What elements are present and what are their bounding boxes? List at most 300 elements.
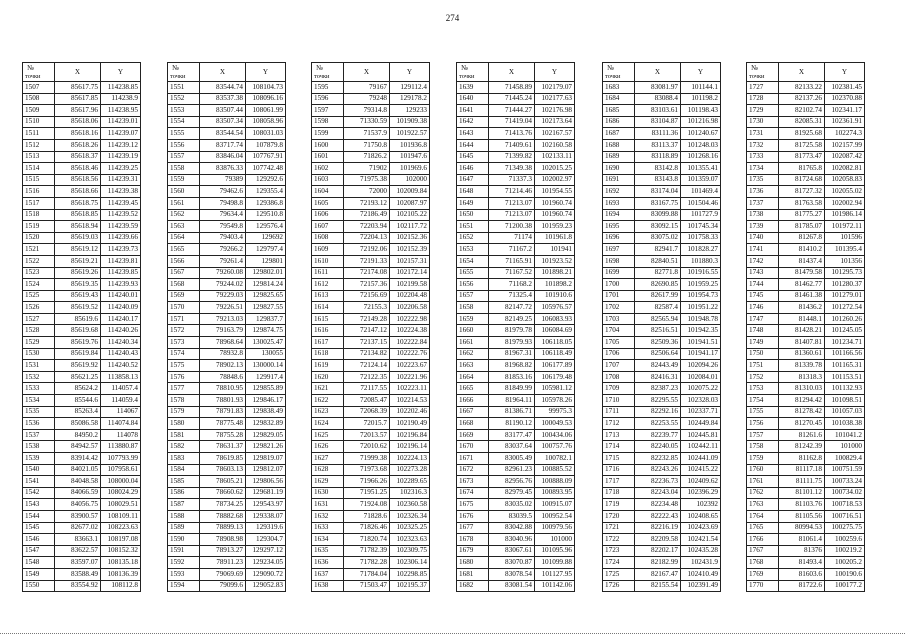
x-coordinate-cell: 72157.36 <box>344 279 390 291</box>
y-coordinate-cell: 114239.85 <box>101 267 141 279</box>
x-coordinate-cell: 81428.21 <box>779 325 825 337</box>
table-row <box>747 325 865 337</box>
table-row <box>168 82 286 94</box>
point-number-cell: 1759 <box>747 453 779 465</box>
y-coordinate-cell: 101923.52 <box>535 255 575 267</box>
table-row <box>747 279 865 291</box>
y-coordinate-cell: 102157.31 <box>390 255 430 267</box>
table-row <box>23 545 141 557</box>
y-coordinate-cell: 101969.6 <box>390 163 430 175</box>
y-coordinate-cell: 100275.75 <box>825 522 865 534</box>
table-row <box>168 371 286 383</box>
y-coordinate-cell: 114239.07 <box>101 128 141 140</box>
y-coordinate-cell: 102002.97 <box>535 174 575 186</box>
table-row <box>312 279 430 291</box>
y-coordinate-cell: 101099.88 <box>535 557 575 569</box>
x-coordinate-cell: 85619.76 <box>55 337 101 349</box>
y-coordinate-cell: 101248.03 <box>681 139 721 151</box>
table-row <box>457 244 575 256</box>
point-number-cell: 1583 <box>168 453 200 465</box>
table-row <box>23 580 141 592</box>
point-number-cell: 1725 <box>603 568 635 580</box>
y-coordinate-cell: 102441.09 <box>681 453 721 465</box>
y-coordinate-cell: 102222.98 <box>390 313 430 325</box>
y-coordinate-cell: 102206.58 <box>390 302 430 314</box>
x-coordinate-cell: 83900.57 <box>55 510 101 522</box>
y-coordinate-cell: 129814.24 <box>246 279 286 291</box>
x-coordinate-cell: 78899.13 <box>200 522 246 534</box>
x-coordinate-cell: 81261.6 <box>779 429 825 441</box>
point-number-cell: 1586 <box>168 487 200 499</box>
x-coordinate-cell: 82956.76 <box>489 476 535 488</box>
point-number-cell: 1686 <box>603 116 635 128</box>
x-coordinate-cell: 79462.6 <box>200 186 246 198</box>
y-coordinate-cell: 101880.3 <box>681 255 721 267</box>
x-coordinate-cell: 85618.75 <box>55 197 101 209</box>
y-coordinate-cell: 100718.53 <box>825 499 865 511</box>
point-number-cell: 1698 <box>603 255 635 267</box>
x-coordinate-cell: 83663.1 <box>55 534 101 546</box>
table-row <box>23 487 141 499</box>
x-coordinate-cell: 71413.76 <box>489 128 535 140</box>
point-number-cell: 1582 <box>168 441 200 453</box>
y-coordinate-cell: 101745.34 <box>681 221 721 233</box>
point-number-cell: 1590 <box>168 534 200 546</box>
x-coordinate-cell: 71902 <box>344 163 390 175</box>
x-coordinate-cell: 85619.92 <box>55 360 101 372</box>
point-number-cell: 1742 <box>747 255 779 267</box>
table-row <box>168 186 286 198</box>
table-row <box>168 348 286 360</box>
point-number-cell: 1657 <box>457 290 489 302</box>
y-coordinate-cell: 114239.93 <box>101 279 141 291</box>
table-row <box>747 163 865 175</box>
point-number-cell: 1674 <box>457 487 489 499</box>
point-number-header: № <box>603 63 635 74</box>
point-number-cell: 1727 <box>747 82 779 94</box>
y-coordinate-cell: 101095.96 <box>535 545 575 557</box>
point-number-cell: 1644 <box>457 139 489 151</box>
y-coordinate-cell: 102423.69 <box>681 522 721 534</box>
y-coordinate-cell: 130025.47 <box>246 337 286 349</box>
x-coordinate-cell: 83005.49 <box>489 453 535 465</box>
x-coordinate-cell: 83507.44 <box>200 105 246 117</box>
x-coordinate-cell: 81785.07 <box>779 221 825 233</box>
x-coordinate-cell: 85619.26 <box>55 267 101 279</box>
y-coordinate-cell: 114239.19 <box>101 151 141 163</box>
point-number-cell: 1694 <box>603 209 635 221</box>
y-coordinate-cell: 106179.48 <box>535 371 575 383</box>
table-row <box>457 545 575 557</box>
table-row <box>603 105 721 117</box>
point-number-cell: 1653 <box>457 244 489 256</box>
y-header: Y <box>535 63 575 82</box>
y-coordinate-cell: 108096.16 <box>246 93 286 105</box>
x-coordinate-cell: 78848.6 <box>200 371 246 383</box>
y-coordinate-cell: 100177.2 <box>825 580 865 592</box>
point-number-cell: 1633 <box>312 522 344 534</box>
x-coordinate-cell: 82222.43 <box>635 510 681 522</box>
table-row <box>312 487 430 499</box>
table-row <box>312 244 430 256</box>
point-number-cell: 1660 <box>457 325 489 337</box>
point-number-cell: 1717 <box>603 476 635 488</box>
table-row <box>747 371 865 383</box>
y-coordinate-cell: 129812.07 <box>246 464 286 476</box>
table-row <box>457 580 575 592</box>
x-coordinate-cell: 82416.31 <box>635 371 681 383</box>
table-row <box>312 290 430 302</box>
table-row <box>747 151 865 163</box>
table-row <box>168 568 286 580</box>
y-coordinate-cell: 108058.96 <box>246 116 286 128</box>
point-number-cell: 1654 <box>457 255 489 267</box>
table-row <box>603 429 721 441</box>
point-number-cell: 1545 <box>23 522 55 534</box>
y-coordinate-cell: 129178.2 <box>390 93 430 105</box>
x-coordinate-cell: 71330.59 <box>344 116 390 128</box>
table-row <box>23 116 141 128</box>
x-coordinate-cell: 83099.88 <box>635 209 681 221</box>
x-coordinate-cell: 83037.64 <box>489 441 535 453</box>
y-coordinate-cell: 102370.88 <box>825 93 865 105</box>
table-row <box>457 82 575 94</box>
x-coordinate-cell: 81968.82 <box>489 360 535 372</box>
y-coordinate-cell: 101910.6 <box>535 290 575 302</box>
y-header: Y <box>390 63 430 82</box>
x-coordinate-cell: 72117.55 <box>344 383 390 395</box>
point-number-cell: 1515 <box>23 174 55 186</box>
y-coordinate-cell: 100190.6 <box>825 568 865 580</box>
y-coordinate-cell: 108223.63 <box>101 522 141 534</box>
table-row <box>747 290 865 302</box>
y-coordinate-cell: 129338.07 <box>246 510 286 522</box>
x-coordinate-cell: 79634.4 <box>200 209 246 221</box>
table-row <box>168 429 286 441</box>
table-row <box>747 383 865 395</box>
point-number-cell: 1690 <box>603 163 635 175</box>
x-coordinate-cell: 72013.57 <box>344 429 390 441</box>
x-coordinate-cell: 79266.2 <box>200 244 246 256</box>
point-number-cell: 1757 <box>747 429 779 441</box>
point-number-cell: 1753 <box>747 383 779 395</box>
x-coordinate-cell: 81103.76 <box>779 499 825 511</box>
table-row <box>603 82 721 94</box>
y-coordinate-cell: 114239.81 <box>101 255 141 267</box>
y-header: Y <box>681 63 721 82</box>
x-coordinate-cell: 84942.57 <box>55 441 101 453</box>
x-coordinate-cell: 85619.52 <box>55 302 101 314</box>
table-row <box>312 186 430 198</box>
table-row <box>603 557 721 569</box>
point-number-cell: 1612 <box>312 279 344 291</box>
point-number-cell: 1570 <box>168 302 200 314</box>
x-coordinate-cell: 81407.81 <box>779 337 825 349</box>
point-number-cell: 1546 <box>23 534 55 546</box>
y-coordinate-cell: 101144.1 <box>681 82 721 94</box>
point-number-cell: 1608 <box>312 232 344 244</box>
y-coordinate-cell: 129806.56 <box>246 476 286 488</box>
x-coordinate-cell: 78902.13 <box>200 360 246 372</box>
x-coordinate-cell: 81849.99 <box>489 383 535 395</box>
point-number-cell: 1700 <box>603 279 635 291</box>
point-number-cell: 1747 <box>747 313 779 325</box>
point-number-cell: 1623 <box>312 406 344 418</box>
table-row <box>312 163 430 175</box>
y-coordinate-cell: 114239.38 <box>101 186 141 198</box>
x-coordinate-cell: 82102.74 <box>779 105 825 117</box>
y-coordinate-cell: 102298.85 <box>390 568 430 580</box>
point-number-cell: 1659 <box>457 313 489 325</box>
table-row <box>457 186 575 198</box>
y-coordinate-cell: 129543.97 <box>246 499 286 511</box>
table-row <box>457 360 575 372</box>
point-number-cell: 1697 <box>603 244 635 256</box>
table-row <box>312 360 430 372</box>
point-number-cell: 1679 <box>457 545 489 557</box>
x-coordinate-cell: 84950.2 <box>55 429 101 441</box>
x-coordinate-cell: 81763.58 <box>779 197 825 209</box>
table-row <box>312 418 430 430</box>
table-row <box>457 302 575 314</box>
table-row <box>23 568 141 580</box>
table-row <box>168 197 286 209</box>
y-coordinate-cell: 101057.03 <box>825 406 865 418</box>
y-coordinate-cell: 101356 <box>825 255 865 267</box>
x-coordinate-cell: 83143.8 <box>635 174 681 186</box>
table-row <box>168 337 286 349</box>
y-coordinate-cell: 114240.34 <box>101 337 141 349</box>
table-row <box>23 128 141 140</box>
x-coordinate-cell: 81724.68 <box>779 174 825 186</box>
table-row <box>603 232 721 244</box>
table-row <box>747 348 865 360</box>
x-coordinate-cell: 83554.92 <box>55 580 101 592</box>
y-coordinate-cell: 101898.21 <box>535 267 575 279</box>
x-coordinate-cell: 85618.94 <box>55 221 101 233</box>
point-number-cell: 1613 <box>312 290 344 302</box>
table-row <box>168 476 286 488</box>
y-coordinate-cell: 102381.45 <box>825 82 865 94</box>
x-coordinate-cell: 79549.8 <box>200 221 246 233</box>
point-number-cell: 1710 <box>603 395 635 407</box>
x-coordinate-cell: 85263.4 <box>55 406 101 418</box>
point-number-cell: 1629 <box>312 476 344 488</box>
x-coordinate-cell: 72122.35 <box>344 371 390 383</box>
table-row <box>603 383 721 395</box>
table-row <box>23 476 141 488</box>
table-row <box>603 580 721 592</box>
table-row <box>603 209 721 221</box>
table-row <box>603 151 721 163</box>
table-row <box>603 418 721 430</box>
table-row <box>168 418 286 430</box>
point-number-cell: 1681 <box>457 568 489 580</box>
table-row <box>603 348 721 360</box>
table-row <box>168 580 286 592</box>
y-coordinate-cell: 101909.38 <box>390 116 430 128</box>
y-coordinate-cell: 101941.51 <box>681 337 721 349</box>
y-coordinate-cell: 114240.43 <box>101 348 141 360</box>
y-coordinate-cell: 130055 <box>246 348 286 360</box>
x-coordinate-cell: 82167.47 <box>635 568 681 580</box>
table-row <box>603 116 721 128</box>
x-coordinate-cell: 71214.46 <box>489 186 535 198</box>
table-row <box>312 128 430 140</box>
x-coordinate-cell: 71337.3 <box>489 174 535 186</box>
table-row <box>603 499 721 511</box>
x-coordinate-cell: 71828.6 <box>344 510 390 522</box>
point-number-cell: 1509 <box>23 105 55 117</box>
y-coordinate-cell: 129874.75 <box>246 325 286 337</box>
y-coordinate-cell: 101972.11 <box>825 221 865 233</box>
y-coordinate-cell: 113880.87 <box>101 441 141 453</box>
y-coordinate-cell: 107793.99 <box>101 453 141 465</box>
table-row <box>747 499 865 511</box>
point-number-cell: 1617 <box>312 337 344 349</box>
y-coordinate-cell: 101941.17 <box>681 348 721 360</box>
x-coordinate-cell: 72193.12 <box>344 197 390 209</box>
y-coordinate-cell: 102190.49 <box>390 418 430 430</box>
table-row <box>168 383 286 395</box>
table-row <box>457 105 575 117</box>
point-number-cell: 1548 <box>23 557 55 569</box>
point-number-cell: 1737 <box>747 197 779 209</box>
point-number-cell: 1551 <box>168 82 200 94</box>
point-number-cell: 1610 <box>312 255 344 267</box>
y-coordinate-cell: 101395.4 <box>825 244 865 256</box>
y-coordinate-cell: 129825.65 <box>246 290 286 302</box>
point-number-cell: 1678 <box>457 534 489 546</box>
table-row <box>312 221 430 233</box>
x-coordinate-cell: 71966.26 <box>344 476 390 488</box>
table-row <box>603 487 721 499</box>
x-coordinate-cell: 78619.85 <box>200 453 246 465</box>
table-row <box>23 418 141 430</box>
x-coordinate-cell: 82137.26 <box>779 93 825 105</box>
table-row <box>23 406 141 418</box>
point-number-cell: 1558 <box>168 163 200 175</box>
point-number-cell: 1603 <box>312 174 344 186</box>
y-coordinate-cell: 100979.56 <box>535 522 575 534</box>
y-coordinate-cell: 102117.72 <box>390 221 430 233</box>
y-coordinate-cell: 102176.98 <box>535 105 575 117</box>
x-coordinate-cell: 85617.96 <box>55 105 101 117</box>
point-number-cell: 1708 <box>603 371 635 383</box>
y-coordinate-cell: 102361.91 <box>825 116 865 128</box>
point-number-cell: 1542 <box>23 487 55 499</box>
y-coordinate-cell: 114240.09 <box>101 302 141 314</box>
point-number-cell: 1601 <box>312 151 344 163</box>
table-row <box>168 487 286 499</box>
point-number-cell: 1720 <box>603 510 635 522</box>
point-number-cell: 1756 <box>747 418 779 430</box>
y-coordinate-cell: 102009.84 <box>390 186 430 198</box>
table-row <box>747 105 865 117</box>
table-row <box>23 453 141 465</box>
point-number-cell: 1559 <box>168 174 200 186</box>
table-row <box>312 383 430 395</box>
x-coordinate-cell: 85618.85 <box>55 209 101 221</box>
y-coordinate-cell: 101947.6 <box>390 151 430 163</box>
y-coordinate-cell: 101960.74 <box>535 197 575 209</box>
x-coordinate-cell: 83103.61 <box>635 105 681 117</box>
x-coordinate-cell: 78603.13 <box>200 464 246 476</box>
table-row <box>23 383 141 395</box>
y-coordinate-cell: 101916.55 <box>681 267 721 279</box>
y-coordinate-cell: 102325.25 <box>390 522 430 534</box>
y-coordinate-cell: 102058.83 <box>825 174 865 186</box>
y-coordinate-cell: 106118.49 <box>535 348 575 360</box>
y-coordinate-cell: 114239.31 <box>101 174 141 186</box>
y-coordinate-cell: 114057.4 <box>101 383 141 395</box>
x-coordinate-cell: 79261.4 <box>200 255 246 267</box>
point-number-cell: 1743 <box>747 267 779 279</box>
x-coordinate-cell: 71973.68 <box>344 464 390 476</box>
table-row <box>457 418 575 430</box>
x-coordinate-cell: 71167.52 <box>489 267 535 279</box>
point-number-cell: 1519 <box>23 221 55 233</box>
y-coordinate-cell: 100733.24 <box>825 476 865 488</box>
point-number-cell: 1655 <box>457 267 489 279</box>
y-coordinate-cell: 102421.54 <box>681 534 721 546</box>
y-coordinate-cell: 102306.14 <box>390 557 430 569</box>
table-row <box>747 360 865 372</box>
y-coordinate-cell: 107767.91 <box>246 151 286 163</box>
point-number-cell: 1624 <box>312 418 344 430</box>
point-number-cell: 1618 <box>312 348 344 360</box>
x-coordinate-cell: 81111.75 <box>779 476 825 488</box>
table-row <box>457 116 575 128</box>
y-coordinate-cell: 129821.26 <box>246 441 286 453</box>
point-number-cell: 1557 <box>168 151 200 163</box>
x-coordinate-cell: 71750.8 <box>344 139 390 151</box>
table-row <box>457 221 575 233</box>
x-coordinate-cell: 83081.54 <box>489 580 535 592</box>
x-coordinate-cell: 78791.83 <box>200 406 246 418</box>
x-coordinate-cell: 83597.07 <box>55 557 101 569</box>
point-number-cell: 1564 <box>168 232 200 244</box>
point-number-cell: 1766 <box>747 534 779 546</box>
y-coordinate-cell: 108112.8 <box>101 580 141 592</box>
point-number-cell: 1718 <box>603 487 635 499</box>
y-coordinate-cell: 106177.89 <box>535 360 575 372</box>
x-coordinate-cell: 83075.02 <box>635 232 681 244</box>
y-coordinate-cell: 114067 <box>101 406 141 418</box>
x-coordinate-cell: 85544.6 <box>55 395 101 407</box>
x-coordinate-cell: 85619.21 <box>55 255 101 267</box>
point-number-cell: 1541 <box>23 476 55 488</box>
x-coordinate-cell: 82587.4 <box>635 302 681 314</box>
y-coordinate-cell: 101295.73 <box>825 267 865 279</box>
y-coordinate-cell: 105976.57 <box>535 302 575 314</box>
x-coordinate-cell: 83876.33 <box>200 163 246 175</box>
y-coordinate-cell: 108135.18 <box>101 557 141 569</box>
point-number-cell: 1587 <box>168 499 200 511</box>
table-row <box>747 302 865 314</box>
x-coordinate-cell: 83078.54 <box>489 568 535 580</box>
x-coordinate-cell: 78755.28 <box>200 429 246 441</box>
point-number-cell: 1575 <box>168 360 200 372</box>
coordinate-table-4 <box>456 62 575 592</box>
table-row <box>747 313 865 325</box>
y-coordinate-cell: 100716.51 <box>825 510 865 522</box>
x-coordinate-cell: 82133.22 <box>779 82 825 94</box>
y-coordinate-cell: 102415.22 <box>681 464 721 476</box>
x-coordinate-cell: 82085.31 <box>779 116 825 128</box>
table-row <box>457 453 575 465</box>
table-row <box>457 441 575 453</box>
